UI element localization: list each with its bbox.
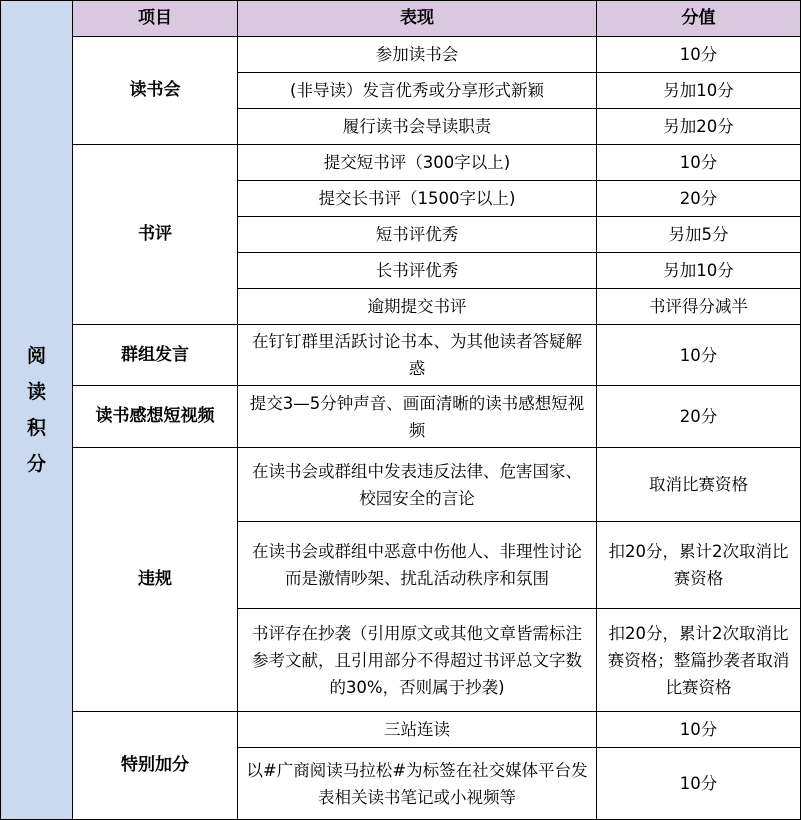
category-short-video: 读书感想短视频 — [73, 386, 238, 448]
category-special-bonus: 特别加分 — [73, 712, 238, 820]
performance-cell: 短书评优秀 — [238, 217, 597, 253]
performance-cell: (非导读）发言优秀或分享形式新颖 — [238, 73, 597, 109]
score-cell: 20分 — [597, 386, 801, 448]
score-cell: 取消比赛资格 — [597, 448, 801, 522]
performance-cell: 以#广商阅读马拉松#为标签在社交媒体平台发表相关读书笔记或小视频等 — [238, 748, 597, 820]
table-row — [1, 712, 801, 748]
score-cell: 20分 — [597, 181, 801, 217]
table-row — [1, 386, 801, 448]
performance-cell: 提交短书评（300字以上) — [238, 145, 597, 181]
category-group-speech: 群组发言 — [73, 325, 238, 386]
performance-cell: 参加读书会 — [238, 37, 597, 73]
header-item: 项目 — [73, 1, 238, 37]
score-cell: 书评得分减半 — [597, 289, 801, 325]
table-row — [1, 145, 801, 181]
performance-cell: 在读书会或群组中发表违反法律、危害国家、校园安全的言论 — [238, 448, 597, 522]
table-row — [1, 448, 801, 522]
performance-cell: 在钉钉群里活跃讨论书本、为其他读者答疑解惑 — [238, 325, 597, 386]
performance-cell: 提交长书评（1500字以上) — [238, 181, 597, 217]
side-label-cell — [1, 1, 73, 820]
performance-cell: 提交3—5分钟声音、画面清晰的读书感想短视频 — [238, 386, 597, 448]
header-performance: 表现 — [238, 1, 597, 37]
header-row — [1, 1, 801, 37]
performance-cell: 长书评优秀 — [238, 253, 597, 289]
score-cell: 另加20分 — [597, 109, 801, 145]
score-cell: 10分 — [597, 748, 801, 820]
category-book-club: 读书会 — [73, 37, 238, 145]
score-cell: 10分 — [597, 37, 801, 73]
performance-cell: 逾期提交书评 — [238, 289, 597, 325]
score-cell: 10分 — [597, 325, 801, 386]
performance-cell: 在读书会或群组中恶意中伤他人、非理性讨论而是激情吵架、扰乱活动秩序和氛围 — [238, 522, 597, 609]
table-row — [1, 325, 801, 386]
score-cell: 10分 — [597, 712, 801, 748]
score-cell: 扣20分，累计2次取消比赛资格 — [597, 522, 801, 609]
score-cell: 10分 — [597, 145, 801, 181]
score-cell: 另加10分 — [597, 253, 801, 289]
score-cell: 另加5分 — [597, 217, 801, 253]
side-label: 阅读积分 — [26, 345, 46, 475]
performance-cell: 三站连读 — [238, 712, 597, 748]
performance-cell: 书评存在抄袭（引用原文或其他文章皆需标注参考文献，且引用部分不得超过书评总文字数的30%，否则属于抄袭) — [238, 609, 597, 712]
table-row — [1, 37, 801, 73]
performance-cell: 履行读书会导读职责 — [238, 109, 597, 145]
score-cell: 另加10分 — [597, 73, 801, 109]
header-score: 分值 — [597, 1, 801, 37]
score-cell: 扣20分，累计2次取消比赛资格；整篇抄袭者取消比赛资格 — [597, 609, 801, 712]
category-violation: 违规 — [73, 448, 238, 712]
category-book-review: 书评 — [73, 145, 238, 325]
